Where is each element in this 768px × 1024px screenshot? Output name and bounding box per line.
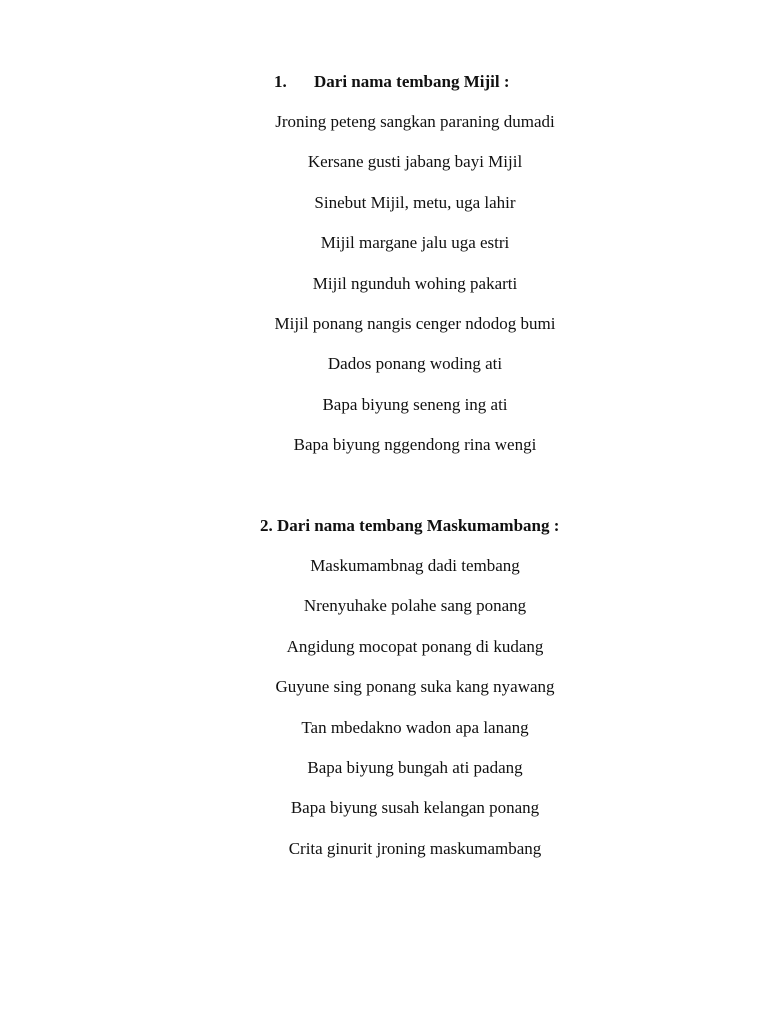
section-2-heading: 2. Dari nama tembang Maskumambang : [260,516,560,535]
poem-line: Dados ponang woding ati [327,354,503,374]
poem-line: Bapa biyung nggendong rina wengi [293,435,537,455]
section-1-poem [0,112,768,476]
poem-line: Nrenyuhake polahe sang ponang [303,596,527,616]
poem-line: Kersane gusti jabang bayi Mijil [307,152,523,172]
poem-line: Sinebut Mijil, metu, uga lahir [314,192,516,212]
section-1-number: 1. [274,72,287,91]
poem-line: Tan mbedakno wadon apa lanang [301,717,529,737]
poem-line: Mijil ponang nangis cenger ndodog bumi [274,313,556,333]
poem-line: Mijil ngunduh wohing pakarti [312,273,518,293]
poem-line: Mijil margane jalu uga estri [320,233,510,253]
poem-line: Bapa biyung bungah ati padang [307,757,523,777]
poem-line: Bapa biyung susah kelangan ponang [290,798,540,818]
poem-line: Maskumambnag dadi tembang [310,556,520,575]
poem-line: Jroning peteng sangkan paraning dumadi [275,112,555,131]
poem-line: Bapa biyung seneng ing ati [322,394,508,414]
section-1-heading [274,72,509,92]
poem-line: Angidung mocopat ponang di kudang [286,636,544,656]
poem-line: Guyune sing ponang suka kang nyawang [275,677,555,697]
section-2-poem [0,556,768,879]
poem-line: Crita ginurit jroning maskumambang [288,838,542,858]
section-1-title: Dari nama tembang Mijil : [314,72,510,91]
